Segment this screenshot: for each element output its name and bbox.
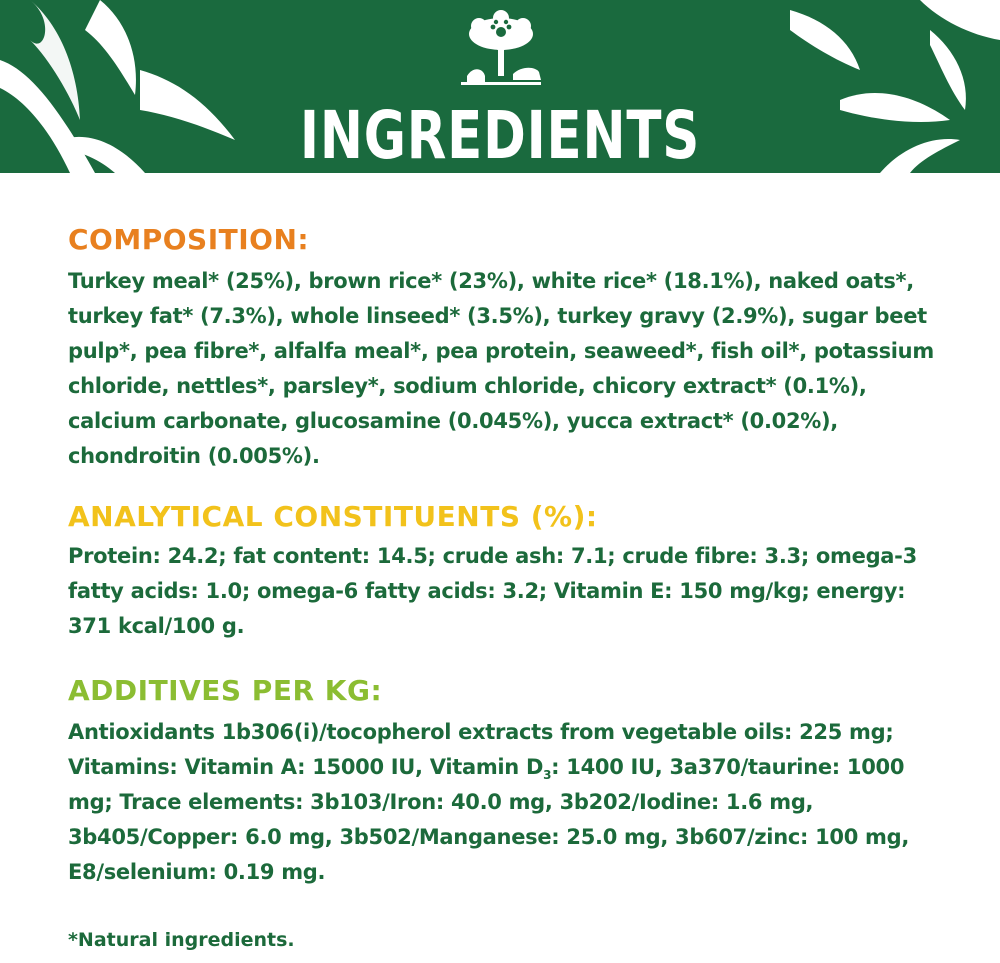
additives-section: [68, 674, 948, 890]
analytical-section: [68, 500, 948, 644]
page-title: INGREDIENTS: [299, 97, 701, 173]
tree-logo-icon: [455, 10, 547, 90]
vitamin-d-subscript: 3: [543, 768, 552, 783]
composition-text: Turkey meal* (25%), brown rice* (23%), white rice* (18.1%), naked oats*, turkey fat* (7.3%), whole linseed* (3.5%), turkey gravy (2.9%), sugar beet pulp*, pea fibre*, alfalfa meal*, pea protein, seaweed*, fish oil*, potassium chloride, nettles*, parsley*, sodium chloride, chicory extract* (0.1%), calcium carbonate, glucosamine (0.045%), yucca extract* (0.02%), chondroitin (0.005%).: [68, 269, 934, 468]
analytical-heading: ANALYTICAL CONSTITUENTS (%):: [68, 500, 598, 533]
composition-heading: COMPOSITION:: [68, 223, 310, 256]
additives-heading: ADDITIVES PER KG:: [68, 674, 383, 707]
additives-text-part1: Antioxidants 1b306(i)/tocopherol extracts from vegetable oils: 225 mg; Vitamins: Vitamin A: 15000 IU, Vitamin D: [68, 720, 894, 779]
composition-section: [68, 223, 948, 474]
analytical-text: Protein: 24.2; fat content: 14.5; crude ash: 7.1; crude fibre: 3.3; omega-3 fatty acids: 1.0; omega-6 fatty acids: 3.2; Vitamin E: 150 mg/kg; energy: 371 kcal/100 g.: [68, 544, 917, 638]
header-banner: [0, 0, 1000, 173]
footnote: *Natural ingredients.: [68, 929, 295, 951]
additives-text-part2: : 1400 IU, 3a370/taurine: 1000 mg; Trace elements: 3b103/Iron: 40.0 mg, 3b202/Iodine: 1.6 mg, 3b405/Copper: 6.0 mg, 3b502/Manganese: 25.0 mg, 3b607/zinc: 100 mg, E8/selenium: 0.19 mg.: [68, 755, 910, 884]
additives-text: [68, 715, 948, 890]
